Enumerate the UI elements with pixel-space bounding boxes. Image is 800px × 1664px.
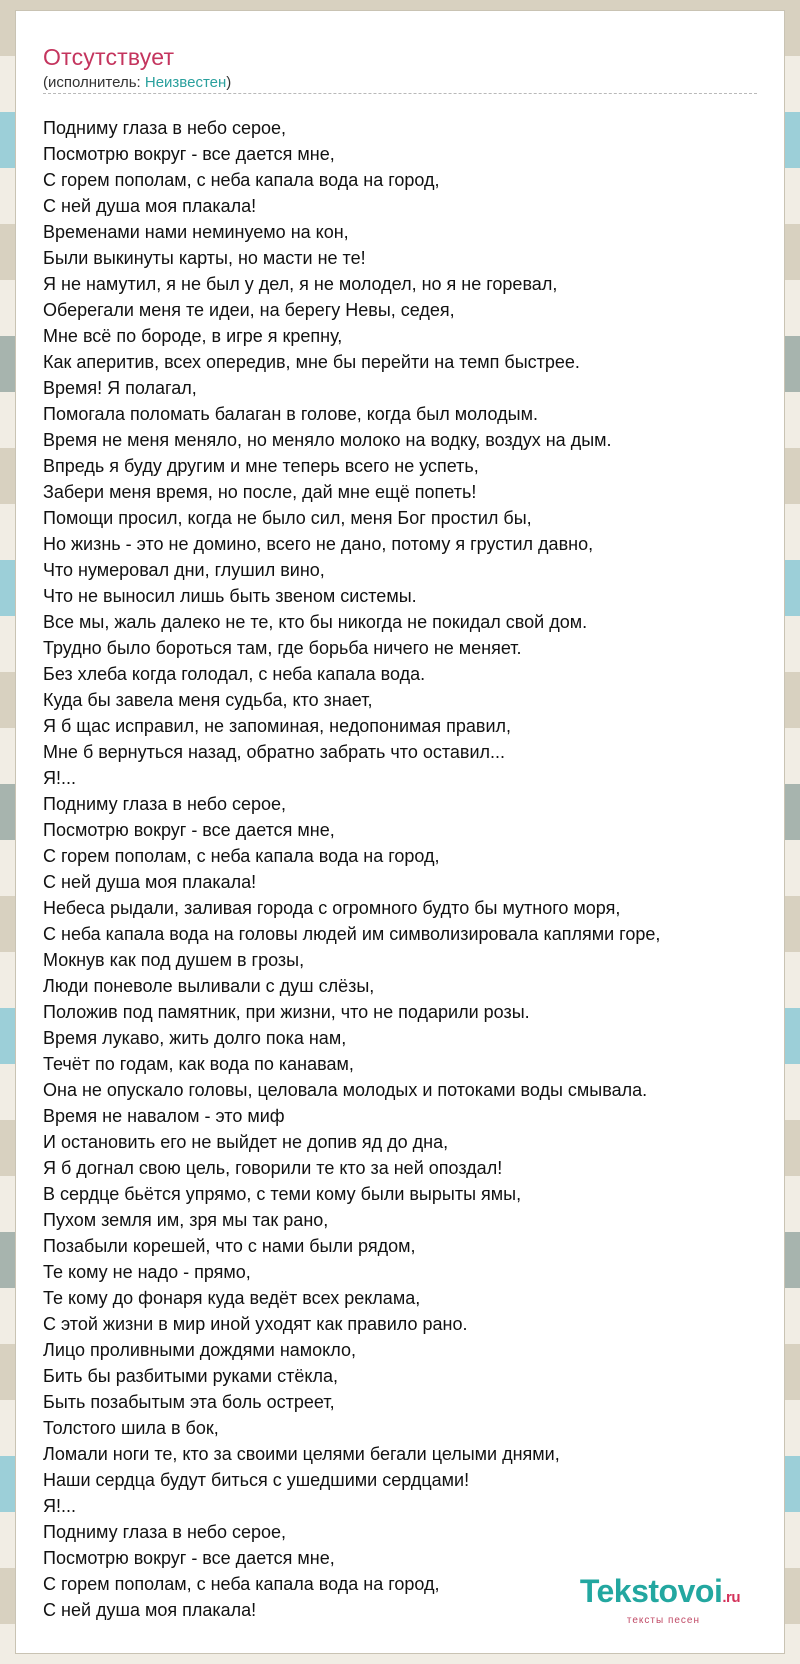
lyric-line: Куда бы завела меня судьба, кто знает, <box>43 690 373 710</box>
song-header <box>43 43 757 93</box>
lyric-line: Подниму глаза в небо серое, <box>43 794 287 814</box>
lyric-line: Временами нами неминуемо на кон, <box>43 222 349 242</box>
lyric-line: Я б догнал свою цель, говорили те кто за ней опоздал! <box>43 1158 503 1178</box>
lyric-line: Время не навалом - это миф <box>43 1106 285 1126</box>
lyric-line: Я не намутил, я не был у дел, я не молодел, но я не горевал, <box>43 274 558 294</box>
lyric-line: Посмотрю вокруг - все дается мне, <box>43 1548 335 1568</box>
lyric-line: Посмотрю вокруг - все дается мне, <box>43 820 335 840</box>
lyric-line: Без хлеба когда голодал, с неба капала вода. <box>43 664 426 684</box>
lyric-line: Мокнув как под душем в грозы, <box>43 950 305 970</box>
logo-tld: .ru <box>722 1589 740 1606</box>
lyric-line: Подниму глаза в небо серое, <box>43 1522 287 1542</box>
lyric-line: Что не выносил лишь быть звеном системы. <box>43 586 417 606</box>
lyric-line: С ней душа моя плакала! <box>43 872 257 892</box>
artist-prefix: (исполнитель: <box>43 74 145 91</box>
lyric-line: Я б щас исправил, не запоминая, недопонимая правил, <box>43 716 512 736</box>
lyric-line: Я!... <box>43 768 77 788</box>
lyrics-page <box>15 10 785 1654</box>
lyric-line: Быть позабытым эта боль остреет, <box>43 1392 335 1412</box>
lyric-line: Небеса рыдали, заливая города с огромного будто бы мутного моря, <box>43 898 621 918</box>
lyric-line: Положив под памятник, при жизни, что не подарили розы. <box>43 1002 530 1022</box>
lyric-line: Но жизнь - это не домино, всего не дано, потому я грустил давно, <box>43 534 594 554</box>
lyric-line: Ломали ноги те, кто за своими целями бегали целыми днями, <box>43 1444 560 1464</box>
lyric-line: Наши сердца будут биться с ушедшими сердцами! <box>43 1470 470 1490</box>
artist-link[interactable]: Неизвестен <box>144 74 227 91</box>
lyric-line: Я!... <box>43 1496 77 1516</box>
lyric-line: Время! Я полагал, <box>43 378 197 398</box>
lyric-line: Что нумеровал дни, глушил вино, <box>43 560 325 580</box>
lyric-line: С горем пополам, с неба капала вода на город, <box>43 846 440 866</box>
lyric-line: С этой жизни в мир иной уходят как правило рано. <box>43 1314 468 1334</box>
lyric-line: Оберегали меня те идеи, на берегу Невы, седея, <box>43 300 455 320</box>
artist-suffix: ) <box>226 74 232 91</box>
lyric-line: Лицо проливными дождями намокло, <box>43 1340 356 1360</box>
lyric-line: С ней душа моя плакала! <box>43 196 257 216</box>
lyric-line: Толстого шила в бок, <box>43 1418 219 1438</box>
song-title: Отсутствует <box>43 44 175 70</box>
lyric-line: И остановить его не выйдет не допив яд до дна, <box>43 1132 449 1152</box>
lyric-line: С горем пополам, с неба капала вода на город, <box>43 1574 440 1594</box>
lyric-line: Она не опускало головы, целовала молодых и потоками воды смывала. <box>43 1080 648 1100</box>
lyric-line: Бить бы разбитыми руками стёкла, <box>43 1366 338 1386</box>
logo-tagline: тексты песен <box>626 1615 700 1626</box>
artist-line <box>43 73 757 93</box>
lyric-line: Течёт по годам, как вода по канавам, <box>43 1054 354 1074</box>
lyric-line: Помогала поломать балаган в голове, когда был молодым. <box>43 404 538 424</box>
lyric-line: Посмотрю вокруг - все дается мне, <box>43 144 335 164</box>
lyric-line: Те кому не надо - прямо, <box>43 1262 251 1282</box>
lyrics-text <box>43 115 764 1623</box>
lyric-line: С ней душа моя плакала! <box>43 1600 257 1620</box>
lyric-line: Время лукаво, жить долго пока нам, <box>43 1028 347 1048</box>
lyric-line: Позабыли корешей, что с нами были рядом, <box>43 1236 416 1256</box>
lyric-line: Как аперитив, всех опередив, мне бы перейти на темп быстрее. <box>43 352 580 372</box>
lyric-line: Забери меня время, но после, дай мне ещё попеть! <box>43 482 477 502</box>
lyric-line: Впредь я буду другим и мне теперь всего не успеть, <box>43 456 479 476</box>
lyric-line: Помощи просил, когда не было сил, меня Бог простил бы, <box>43 508 532 528</box>
lyric-line: Мне всё по бороде, в игре я крепну, <box>43 326 343 346</box>
lyric-line: Люди поневоле выливали с душ слёзы, <box>43 976 375 996</box>
lyric-line: Были выкинуты карты, но масти не те! <box>43 248 366 268</box>
lyric-line: С неба капала вода на головы людей им символизировала каплями горе, <box>43 924 661 944</box>
header-divider <box>43 93 757 94</box>
lyric-line: Время не меня меняло, но меняло молоко на водку, воздух на дым. <box>43 430 612 450</box>
lyric-line: В сердце бьётся упрямо, с теми кому были вырыты ямы, <box>43 1184 522 1204</box>
lyric-line: Все мы, жаль далеко не те, кто бы никогда не покидал свой дом. <box>43 612 588 632</box>
site-logo[interactable] <box>580 1574 740 1627</box>
lyric-line: С горем пополам, с неба капала вода на город, <box>43 170 440 190</box>
lyric-line: Пухом земля им, зря мы так рано, <box>43 1210 329 1230</box>
logo-wordmark: Tekstovoi.ru <box>579 1573 740 1609</box>
lyric-line: Мне б вернуться назад, обратно забрать что оставил... <box>43 742 506 762</box>
lyric-line: Подниму глаза в небо серое, <box>43 118 287 138</box>
lyric-line: Те кому до фонаря куда ведёт всех реклама, <box>43 1288 421 1308</box>
lyric-line: Трудно было бороться там, где борьба ничего не меняет. <box>43 638 522 658</box>
